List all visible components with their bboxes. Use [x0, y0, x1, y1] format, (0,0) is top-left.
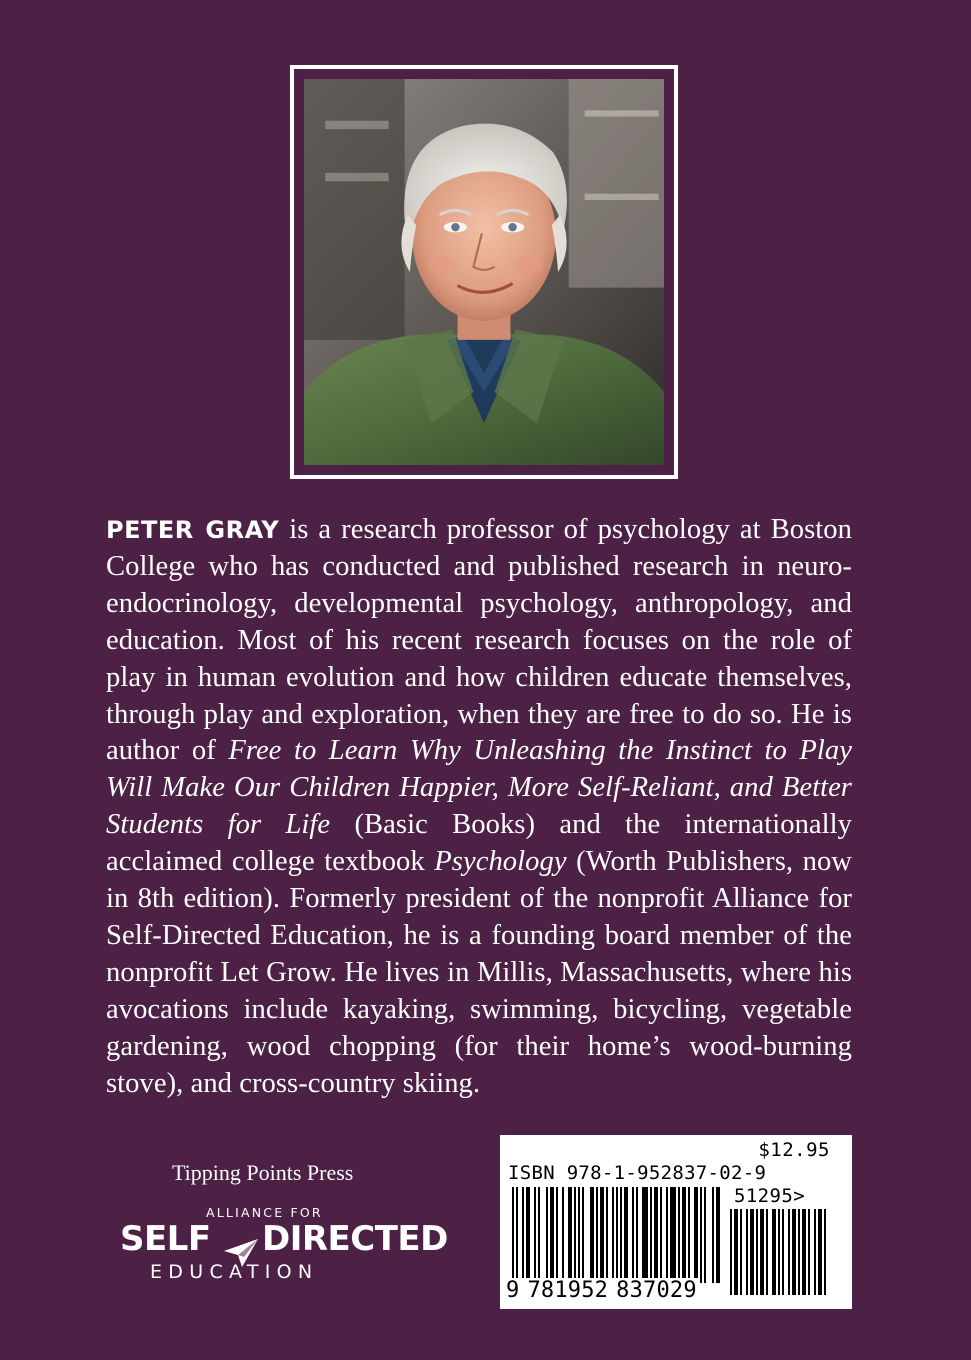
barcode-bar — [670, 1187, 676, 1283]
author-photo-frame — [290, 65, 678, 479]
barcode-bar — [778, 1209, 780, 1295]
barcode-bar — [632, 1187, 634, 1283]
barcode-bar — [740, 1209, 742, 1295]
barcode-bar — [600, 1187, 604, 1283]
barcode-bar — [712, 1187, 714, 1283]
barcode-bar — [824, 1209, 826, 1295]
barcode-bar — [678, 1187, 680, 1283]
barcode-bar — [642, 1187, 648, 1283]
barcode-bar — [788, 1209, 790, 1295]
barcode-bar — [538, 1187, 540, 1283]
ean-left-digits: 781952 — [527, 1278, 609, 1303]
barcode-bar — [750, 1209, 754, 1295]
barcode-bar — [700, 1187, 702, 1283]
barcode-bar — [568, 1187, 572, 1283]
barcode-bar — [730, 1209, 732, 1295]
barcode-bar — [772, 1209, 776, 1295]
logo-line-alliance-for: ALLIANCE FOR — [206, 1205, 323, 1220]
barcode-bar — [590, 1187, 594, 1283]
barcode-bar — [808, 1209, 810, 1295]
book-title-psychology: Psychology — [434, 846, 567, 878]
author-bio — [106, 512, 852, 1103]
barcode-bar — [546, 1187, 548, 1283]
barcode-bar — [574, 1187, 576, 1283]
bio-text-part-2: (Basic Books) and the internationally acclaimed college textbook — [106, 809, 852, 878]
price-label: $12.95 — [758, 1139, 830, 1161]
barcode-bar — [660, 1187, 662, 1283]
barcode-bar — [636, 1187, 638, 1283]
ean-number — [504, 1278, 699, 1303]
logo-line-self-directed — [120, 1219, 448, 1259]
ean-first-digit: 9 — [506, 1278, 520, 1303]
barcode-bar — [582, 1187, 584, 1283]
bio-text-part-3: (Worth Publishers, now in 8th edition). Formerly president of the nonprofit Alliance for Self-Directed Education, he is a founding board member of the nonprofit Let Grow. He lives in Millis, Massachusetts, where his avocations include kayaking, swimming, bicycling, vegetable gardening, wood chopping (for their home’s wood-burning stove), and cross-country skiing. — [106, 846, 852, 1099]
barcode-bar — [612, 1187, 614, 1283]
barcode-bar — [704, 1187, 706, 1283]
barcode-bar — [606, 1187, 608, 1283]
barcode-bar — [688, 1187, 690, 1283]
barcode-bar — [760, 1209, 764, 1295]
barcode-bar — [596, 1187, 598, 1283]
barcode-bar — [782, 1209, 784, 1295]
bio-text-part-1: is a research professor of psychology at Boston College who has conducted and published research in neuro-endocrinology, developmental psychology, anthropology, and education. Most of his recent research focuses on the role of play in human evolution and how children educate themselves, through play and exploration, when they are free to do so. He is author of — [106, 514, 852, 767]
ean-right-digits: 837029 — [616, 1278, 697, 1303]
barcode-bar — [522, 1187, 524, 1283]
barcode-bar — [766, 1209, 768, 1295]
author-name: PETER GRAY — [106, 516, 280, 544]
isbn-barcode-box — [500, 1135, 852, 1309]
barcode-bar — [818, 1209, 822, 1295]
addon-barcode-bars — [730, 1209, 842, 1295]
barcode-bar — [654, 1187, 658, 1283]
author-photo — [304, 79, 664, 465]
logo-word-self: SELF — [120, 1219, 211, 1259]
barcode-bar — [682, 1187, 686, 1283]
barcode-bar — [802, 1209, 806, 1295]
barcode-bar — [550, 1187, 554, 1283]
barcode-bar — [534, 1187, 536, 1283]
barcode-bar — [556, 1187, 558, 1283]
author-photo-mat — [294, 69, 674, 475]
barcode-bar — [616, 1187, 618, 1283]
barcode-bar — [734, 1209, 738, 1295]
book-title-free-to-learn: Free to Learn Why Unleashing the Instinct to Play Will Make Our Children Happier, More Self-Reliant, and Better Students for Life — [106, 735, 852, 841]
alliance-logo — [120, 1205, 448, 1290]
barcode-bar — [756, 1209, 758, 1295]
publisher-name: Tipping Points Press — [172, 1160, 354, 1185]
barcode-bar — [792, 1209, 796, 1295]
barcode-bar — [526, 1187, 530, 1283]
barcode-bar — [562, 1187, 564, 1283]
barcode-bar — [666, 1187, 668, 1283]
barcode-bar — [716, 1187, 720, 1283]
barcode-bar — [694, 1187, 698, 1283]
logo-word-directed: DIRECTED — [262, 1219, 448, 1259]
isbn-label: ISBN 978-1-952837-02-9 — [508, 1162, 767, 1184]
barcode-bar — [814, 1209, 816, 1295]
barcode-bar — [746, 1209, 748, 1295]
barcode-bar — [578, 1187, 580, 1283]
barcode-bar — [798, 1209, 800, 1295]
barcode-bar — [650, 1187, 652, 1283]
logo-line-education: EDUCATION — [150, 1261, 319, 1283]
addon-code-label: 51295> — [734, 1185, 806, 1207]
